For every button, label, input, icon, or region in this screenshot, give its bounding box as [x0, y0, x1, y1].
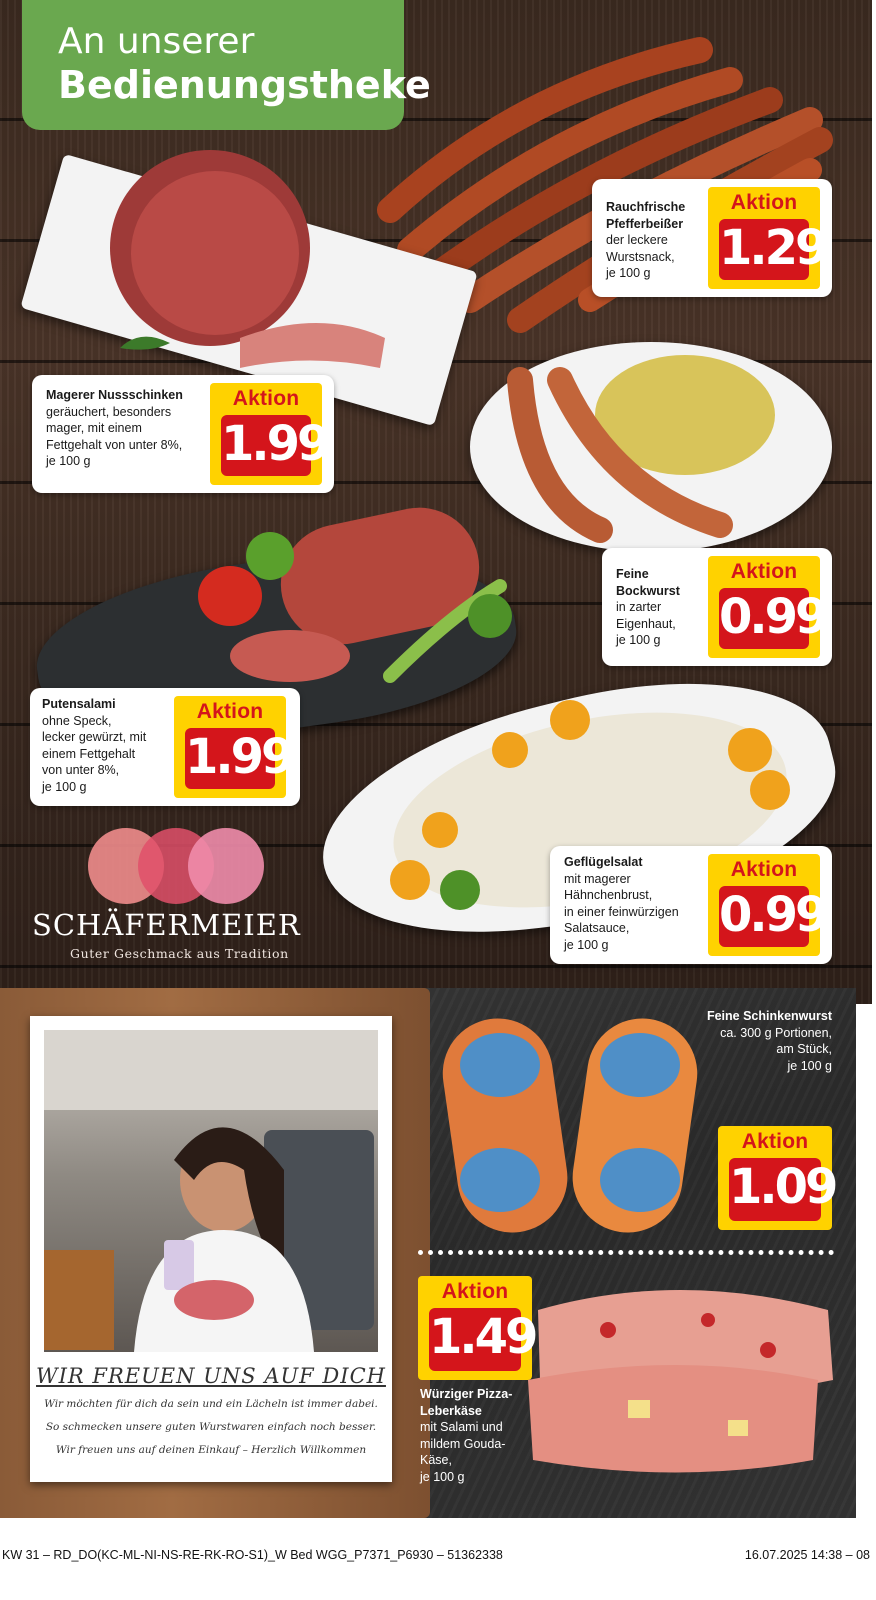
product-info — [564, 854, 714, 953]
product-description-line: je 100 g — [787, 1058, 832, 1073]
aktion-label: Aktion — [730, 858, 798, 881]
product-name: Feine Schinkenwurst — [706, 1009, 832, 1023]
leberkaese-image — [528, 1270, 838, 1490]
aktion-label: Aktion — [741, 1130, 809, 1153]
ham-image — [100, 138, 390, 388]
product-description-line: je 100 g — [606, 266, 651, 280]
product-info — [606, 199, 710, 282]
price-value: 1.99 — [221, 415, 311, 476]
product-description-line: je 100 g — [420, 1469, 465, 1484]
product-info-schinkenwurst — [690, 1008, 832, 1074]
price-badge — [718, 1126, 836, 1230]
aktion-label: Aktion — [441, 1280, 509, 1303]
footer-job-info: KW 31 – RD_DO(KC-ML-NI-NS-RE-RK-RO-S1)_W Bed WGG_P7371_P6930 – 51362338 — [2, 1548, 503, 1562]
product-description-line: lecker gewürzt, mit — [42, 730, 147, 744]
aktion-label: Aktion — [232, 387, 300, 410]
product-description-line: Wurstsnack, — [606, 249, 675, 264]
print-footer — [0, 1548, 876, 1568]
price-badge — [418, 1276, 536, 1380]
product-description-line: je 100 g — [616, 633, 661, 647]
staff-photo — [44, 1030, 378, 1352]
product-card-nussschinken — [32, 375, 334, 493]
slate-section — [0, 988, 856, 1518]
handwritten-line: So schmecken unsere guten Wurstwaren einfach noch besser. — [45, 1421, 377, 1433]
product-name: Feine Bockwurst — [616, 567, 680, 598]
product-description-line: Käse, — [420, 1453, 452, 1467]
brand-tagline: Guter Geschmack aus Tradition — [70, 946, 289, 961]
handwritten-line: Wir freuen uns auf deinen Einkauf – Herzlich Willkommen — [55, 1444, 367, 1456]
product-card-pfefferbeisser — [592, 179, 832, 297]
product-description-line: Hähnchenbrust, — [564, 888, 653, 902]
header-title-line2: Bedienungstheke — [58, 63, 431, 107]
brand-logo-mark — [86, 826, 266, 906]
price-value: 1.99 — [185, 728, 275, 789]
product-name: Würziger Pizza-Leberkäse — [420, 1387, 513, 1418]
product-description-line: von unter 8%, — [42, 763, 120, 777]
brand-name: SCHÄFERMEIER — [32, 908, 301, 942]
product-name: Rauchfrische Pfefferbeißer — [606, 200, 686, 231]
staff-photo-image — [44, 1030, 378, 1352]
product-description-line: mager, mit einem — [46, 421, 142, 435]
product-description-line: am Stück, — [776, 1042, 832, 1056]
price-badge — [708, 854, 826, 956]
product-description-line: mildem Gouda- — [420, 1436, 506, 1451]
product-description-line: Fettgehalt von unter 8%, — [46, 437, 183, 452]
product-description-line: je 100 g — [42, 779, 87, 794]
product-info — [46, 387, 212, 470]
handwritten-title: WIR FREUEN UNS AUF DICH — [36, 1364, 386, 1388]
price-badge — [210, 383, 328, 485]
product-description-line: ca. 300 g Portionen, — [720, 1025, 832, 1040]
product-info — [616, 566, 710, 649]
price-value: 0.99 — [719, 588, 809, 649]
price-value: 0.99 — [719, 886, 809, 947]
product-description-line: je 100 g — [564, 937, 609, 952]
price-badge — [708, 556, 826, 658]
product-name: Magerer Nussschinken — [46, 388, 183, 402]
price-badge — [708, 187, 826, 289]
product-description-line: Eigenhaut, — [616, 616, 676, 631]
product-name: Putensalami — [42, 697, 116, 711]
product-description-line: der leckere — [606, 233, 668, 247]
product-description-line: mit Salami und — [420, 1420, 503, 1434]
handwritten-line: Wir möchten für dich da sein und ein Lächeln ist immer dabei. — [44, 1398, 378, 1410]
product-info — [42, 696, 182, 795]
price-value: 1.49 — [429, 1308, 521, 1371]
header-banner — [22, 0, 431, 130]
product-card-putensalami — [30, 688, 300, 806]
product-description-line: einem Fettgehalt — [42, 746, 136, 761]
salami-image — [90, 496, 550, 696]
header-title-line1: An unserer — [58, 21, 255, 62]
product-description-line: mit magerer — [564, 871, 631, 886]
price-badge — [174, 696, 292, 798]
product-description-line: Salatsauce, — [564, 921, 630, 935]
price-value: 1.09 — [729, 1158, 821, 1221]
price-value: 1.29 — [719, 219, 809, 280]
dotted-separator — [418, 1250, 834, 1255]
product-description-line: je 100 g — [46, 454, 91, 468]
schinkenwurst-image — [440, 1010, 700, 1240]
aktion-label: Aktion — [730, 560, 798, 583]
product-card-bockwurst — [602, 548, 832, 666]
aktion-label: Aktion — [196, 700, 264, 723]
product-description-line: geräuchert, besonders — [46, 404, 172, 419]
footer-timestamp: 16.07.2025 14:38 – 08 — [744, 1548, 870, 1562]
product-description-line: in einer feinwürzigen — [564, 904, 679, 919]
product-info-leberkaese — [420, 1386, 540, 1485]
product-description-line: ohne Speck, — [42, 713, 112, 728]
product-name: Geflügelsalat — [564, 855, 643, 869]
photo-frame — [30, 1016, 392, 1482]
product-card-gefluegelsalat — [550, 846, 832, 964]
product-description-line: in zarter — [616, 600, 662, 614]
aktion-label: Aktion — [730, 191, 798, 214]
